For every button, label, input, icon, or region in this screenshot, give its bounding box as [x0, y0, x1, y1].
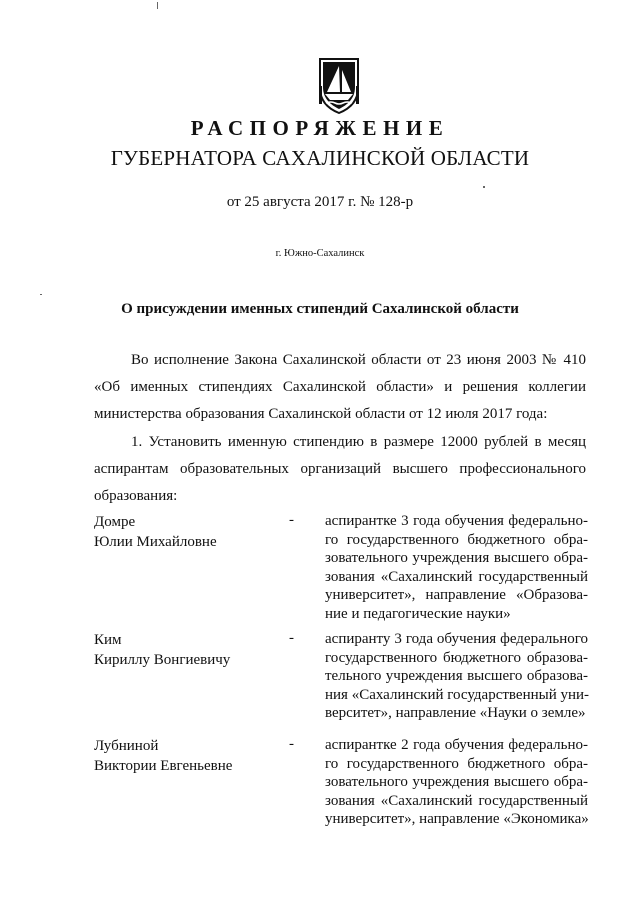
- recipient-surname: Ким: [94, 632, 122, 648]
- recipient-surname: Домре: [94, 514, 136, 530]
- description-line: университет», направление «Экономика»: [325, 811, 589, 828]
- separator-dash: -: [289, 630, 294, 646]
- description-line: аспиранту 3 года обучения федерального: [325, 631, 588, 647]
- recipient-surname: Лубниной: [94, 738, 159, 754]
- preamble-line: министерства образования Сахалинской области от 12 июля 2017 года:: [94, 406, 548, 422]
- description-line: аспирантке 3 года обучения федерально-: [325, 513, 588, 529]
- description-line: го государственного бюджетного обра-: [325, 531, 588, 548]
- description-line: государственного бюджетного образова-: [325, 649, 588, 666]
- item1-line: 1. Установить именную стипендию в размере 12000 рублей в месяц: [131, 434, 586, 450]
- description-line: ние и педагогические науки»: [325, 605, 511, 622]
- description-line: университет», направление «Образова-: [325, 587, 588, 604]
- preamble-line: Во исполнение Закона Сахалинской области от 23 июня 2003 № 410: [131, 352, 586, 368]
- description-line: го государственного бюджетного обра-: [325, 755, 588, 772]
- description-line: зования «Сахалинский государственный: [325, 792, 588, 809]
- recipient-description: [325, 512, 588, 624]
- description-line: аспирантке 2 года обучения федерально-: [325, 737, 588, 753]
- description-line: зования «Сахалинский государственный: [325, 568, 588, 585]
- scan-speck: [157, 2, 158, 9]
- item1-line: образования:: [94, 488, 178, 504]
- separator-dash: -: [289, 736, 294, 752]
- scan-speck: [483, 186, 485, 188]
- scan-speck: [40, 294, 42, 295]
- description-line: зовательного учреждения высшего обра-: [325, 550, 588, 567]
- preamble-line: «Об именных стипендиях Сахалинской области» и решения коллегии: [94, 379, 586, 395]
- issuer-title: ГУБЕРНАТОРА САХАЛИНСКОЙ ОБЛАСТИ: [110, 146, 530, 170]
- recipient-name: [94, 736, 232, 776]
- coat-of-arms-emblem: [317, 56, 361, 114]
- recipient-description: [325, 736, 588, 829]
- document-type-title: РАСПОРЯЖЕНИЕ: [190, 116, 450, 140]
- separator-dash: -: [289, 512, 294, 528]
- description-line: верситет», направление «Науки о земле»: [325, 705, 586, 722]
- item1-line: аспирантам образовательных организаций высшего профессионального: [94, 461, 586, 477]
- recipient-given-name: Юлии Михайловне: [94, 534, 217, 550]
- recipient-name: [94, 512, 217, 552]
- recipient-given-name: Кириллу Вонгиевичу: [94, 652, 231, 668]
- description-line: зовательного учреждения высшего обра-: [325, 774, 588, 791]
- document-place: г. Южно-Сахалинск: [275, 248, 365, 259]
- description-line: тельного учреждения высшего образова-: [325, 668, 588, 685]
- recipient-given-name: Виктории Евгеньевне: [94, 758, 233, 774]
- description-line: ния «Сахалинский государственный уни-: [325, 686, 590, 703]
- document-heading: О присуждении именных стипендий Сахалинской области: [121, 301, 519, 317]
- document-date-number: от 25 августа 2017 г. № 128-р: [226, 194, 414, 210]
- recipient-name: [94, 630, 230, 670]
- recipient-description: [325, 630, 588, 723]
